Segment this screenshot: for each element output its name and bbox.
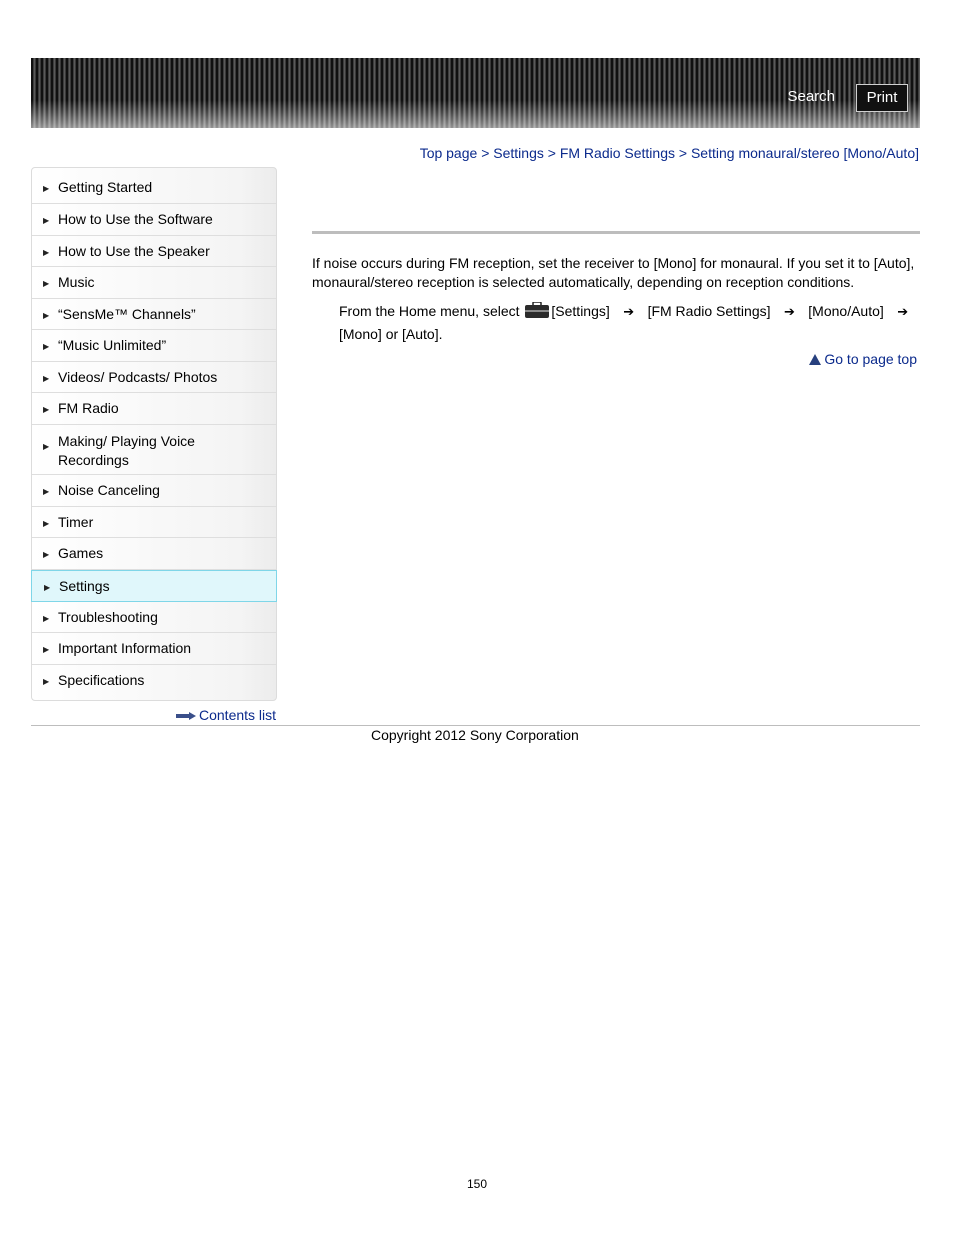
sidebar-item-getting-started[interactable] <box>32 168 276 204</box>
step-settings: [Settings] <box>551 303 610 319</box>
header-bar <box>31 58 920 128</box>
sidebar-item-label: Settings <box>59 578 110 594</box>
triangle-right-icon: ▶ <box>43 677 50 686</box>
sidebar-item-label: Timer <box>58 514 94 530</box>
sidebar-item-label: Videos/ Podcasts/ Photos <box>58 369 218 385</box>
breadcrumb-current-page[interactable]: Setting monaural/stereo [Mono/Auto] <box>690 145 919 161</box>
toolbox-icon <box>525 302 549 318</box>
triangle-right-icon: ▶ <box>43 311 50 320</box>
sidebar-item-sensme-channels[interactable] <box>32 299 276 330</box>
sidebar-item-settings[interactable] <box>31 570 277 602</box>
arrow-right-icon: ➔ <box>897 304 909 319</box>
intro-paragraph: If noise occurs during FM reception, set the receiver to [Mono] for monaural. If you set it to [Auto], monaural/stereo reception is selected automatically, depending on reception conditions. <box>312 255 915 290</box>
sidebar-item-label: Making/ Playing Voice Recordings <box>58 433 195 468</box>
sidebar-item-label: Games <box>58 545 104 561</box>
triangle-up-icon <box>809 354 821 365</box>
triangle-right-icon: ▶ <box>43 342 50 351</box>
search-link[interactable]: Search <box>787 88 835 105</box>
contents-list-link[interactable] <box>176 707 276 723</box>
breadcrumb-fm-radio-settings[interactable]: FM Radio Settings <box>559 145 675 161</box>
sidebar-item-specifications[interactable] <box>32 665 276 700</box>
triangle-right-icon: ▶ <box>43 374 50 383</box>
breadcrumb-settings[interactable]: Settings <box>493 145 544 161</box>
triangle-right-icon: ▶ <box>43 614 50 623</box>
arrow-right-icon: ➔ <box>783 304 795 319</box>
sidebar-item-music[interactable] <box>32 267 276 299</box>
arrow-right-icon: ➔ <box>623 304 635 319</box>
page-top-label: Go to page top <box>824 351 917 367</box>
breadcrumb-separator: > <box>481 145 490 161</box>
sidebar-item-how-to-use-speaker[interactable] <box>32 236 276 267</box>
copyright-text: Copyright 2012 Sony Corporation <box>371 727 579 743</box>
triangle-right-icon: ▶ <box>43 248 50 257</box>
breadcrumb-separator: > <box>678 145 688 161</box>
sidebar-item-label: Specifications <box>58 672 145 688</box>
title-divider <box>312 231 920 234</box>
sidebar-item-how-to-use-software[interactable] <box>32 204 276 236</box>
sidebar-item-games[interactable] <box>32 538 276 570</box>
sidebar-item-timer[interactable] <box>32 507 276 538</box>
sidebar-item-voice-recordings[interactable] <box>32 425 276 475</box>
triangle-right-icon: ▶ <box>43 405 50 414</box>
sidebar-item-music-unlimited[interactable] <box>32 330 276 362</box>
breadcrumb-separator: > <box>547 145 556 161</box>
triangle-right-icon: ▶ <box>43 279 50 288</box>
triangle-right-icon: ▶ <box>43 487 50 496</box>
breadcrumb <box>420 145 919 161</box>
triangle-right-icon: ▶ <box>43 519 50 528</box>
instruction-step <box>339 300 919 345</box>
sidebar-item-label: How to Use the Speaker <box>58 243 210 259</box>
sidebar-item-label: FM Radio <box>58 400 119 416</box>
step-prefix: From the Home menu, select <box>339 303 520 319</box>
sidebar-item-label: “Music Unlimited” <box>58 337 167 353</box>
go-to-page-top-link[interactable] <box>809 351 917 367</box>
triangle-right-icon: ▶ <box>43 550 50 559</box>
sidebar-item-label: Noise Canceling <box>58 482 160 498</box>
sidebar-item-label: Music <box>58 274 95 290</box>
triangle-right-icon: ▶ <box>43 184 50 193</box>
step-mono-auto: [Mono/Auto] <box>808 303 884 319</box>
breadcrumb-top-page[interactable]: Top page <box>419 145 478 161</box>
sidebar-item-label: Getting Started <box>58 179 153 195</box>
page-number: 150 <box>466 1177 488 1191</box>
sidebar-item-label: Troubleshooting <box>58 609 158 625</box>
sidebar-item-troubleshooting[interactable] <box>32 602 276 633</box>
print-button[interactable]: Print <box>856 84 908 112</box>
sidebar-item-label: “SensMe™ Channels” <box>58 306 196 322</box>
footer-divider <box>31 725 920 726</box>
sidebar-item-important-information[interactable] <box>32 633 276 665</box>
triangle-right-icon: ▶ <box>43 442 50 451</box>
triangle-right-icon: ▶ <box>43 216 50 225</box>
triangle-right-icon: ▶ <box>44 583 51 592</box>
triangle-right-icon: ▶ <box>43 645 50 654</box>
sidebar-item-fm-radio[interactable] <box>32 393 276 425</box>
sidebar-item-label: How to Use the Software <box>58 211 213 227</box>
sidebar-item-label: Important Information <box>58 640 192 656</box>
contents-list-label: Contents list <box>199 707 277 723</box>
step-fm-radio-settings: [FM Radio Settings] <box>647 303 771 319</box>
double-arrow-right-icon <box>176 712 196 720</box>
sidebar-item-noise-canceling[interactable] <box>32 475 276 507</box>
step-final: [Mono] or [Auto]. <box>339 326 443 342</box>
sidebar-nav <box>31 167 277 701</box>
sidebar-item-videos-podcasts-photos[interactable] <box>32 362 276 393</box>
